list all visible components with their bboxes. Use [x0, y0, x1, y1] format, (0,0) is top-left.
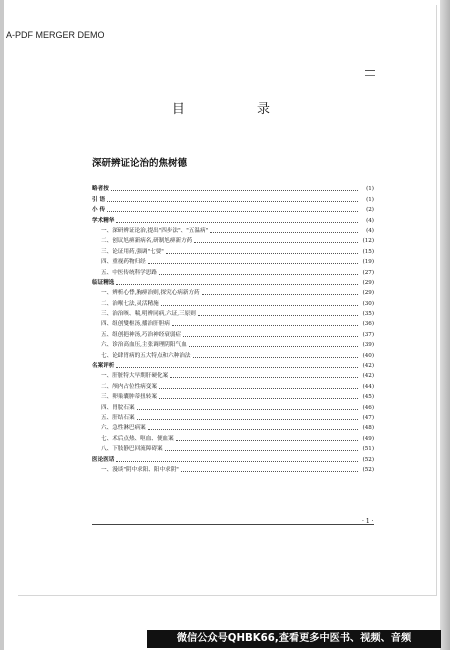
toc-entry-page: (2)	[366, 207, 374, 214]
toc-entry-page: (45)	[362, 394, 374, 401]
toc-leader-dots	[148, 263, 358, 264]
watermark-label: A-PDF MERGER DEMO	[6, 30, 105, 40]
toc-entry-title: 一、深研辨证论治,提出"四步法"、"五温病"	[101, 227, 209, 234]
toc-leader-dots	[166, 253, 358, 254]
toc-leader-dots	[159, 398, 358, 399]
toc-entry-title: 三、卵巢囊肿蒂扭转案	[101, 394, 157, 401]
toc-entry[interactable]	[92, 225, 374, 235]
toc-entry[interactable]	[92, 412, 374, 422]
toc-leader-dots	[107, 201, 358, 202]
toc-leader-dots	[107, 211, 358, 212]
toc-entry-title: 五、中医传统科学思路	[101, 269, 157, 276]
toc-entry-page: (40)	[362, 352, 374, 359]
toc-entry-page: (42)	[362, 373, 374, 380]
toc-entry-title: 一、肝脏特大早期肝硬化案	[101, 373, 169, 380]
page-number: · 1 ·	[362, 518, 374, 525]
toc-entry[interactable]	[92, 328, 374, 338]
toc-entry-title: 二、创议尪痹新病名,研制尪痹新方药	[101, 238, 193, 245]
toc-entry-title: 七、术后点热、呕血、便血案	[101, 435, 174, 442]
toc-leader-dots	[116, 367, 358, 368]
toc-entry-title: 三、治治咳、喘,明辨同病,六证,三原则	[101, 311, 196, 318]
toc-entry-page: (52)	[362, 466, 374, 473]
toc-entry[interactable]	[92, 235, 374, 245]
toc-divider	[92, 516, 374, 525]
toc-entry-title: 二、颅内占位性病变案	[101, 383, 157, 390]
toc-entry-page: (37)	[362, 331, 374, 338]
toc-entry[interactable]	[92, 193, 374, 203]
toc-entry-title: 一、漫谈"阴中求阳、阳中求阴"	[101, 466, 179, 473]
toc-leader-dots	[116, 222, 358, 223]
toc-entry-title: 引 语	[92, 196, 106, 203]
toc-entry[interactable]	[92, 266, 374, 276]
toc-entry-title: 医论医话	[92, 456, 115, 463]
toc-leader-dots	[172, 325, 358, 326]
toc-entry[interactable]	[92, 464, 374, 474]
toc-entry-page: (29)	[362, 279, 374, 286]
toc-entry[interactable]	[92, 391, 374, 401]
toc-entry[interactable]	[92, 204, 374, 214]
section-title: 深研辨证论治的焦树德	[92, 158, 188, 169]
toc-entry[interactable]	[92, 432, 374, 442]
toc-entry-page: (42)	[362, 363, 374, 370]
toc-entry-page: (1)	[366, 196, 374, 203]
toc-entry-title: 名案评析	[92, 363, 115, 370]
toc-entry-page: (44)	[362, 383, 374, 390]
toc-entry[interactable]	[92, 360, 374, 370]
toc-entry-title: 略者按	[92, 186, 109, 193]
toc-leader-dots	[183, 336, 358, 337]
toc-entry[interactable]	[92, 297, 374, 307]
toc-leader-dots	[159, 388, 358, 389]
toc-leader-dots	[189, 346, 358, 347]
toc-entry-title: 学术精华	[92, 217, 115, 224]
toc-entry-page: (52)	[362, 456, 374, 463]
toc-leader-dots	[165, 450, 358, 451]
toc-entry-page: (47)	[362, 414, 374, 421]
toc-entry-page: (36)	[362, 321, 374, 328]
toc-entry-page: (12)	[362, 238, 374, 245]
toc-entry-title: 四、胃脘石案	[101, 404, 135, 411]
toc-entry-page: (19)	[362, 259, 374, 266]
toc-entry-title: 临证精选	[92, 279, 115, 286]
toc-entry-title: 六、急性淋巴病案	[101, 425, 146, 432]
toc-leader-dots	[116, 284, 358, 285]
toc-leader-dots	[210, 232, 358, 233]
toc-entry-page: (4)	[366, 227, 374, 234]
toc-entry[interactable]	[92, 183, 374, 193]
toc-entry[interactable]	[92, 453, 374, 463]
toc-entry-title: 五、肝结石案	[101, 414, 135, 421]
toc-entry[interactable]	[92, 349, 374, 359]
toc-entry-page: (29)	[362, 290, 374, 297]
toc-entry[interactable]	[92, 214, 374, 224]
toc-entry-page: (15)	[362, 248, 374, 255]
toc-entry[interactable]	[92, 245, 374, 255]
toc-entry-page: (27)	[362, 269, 374, 276]
toc-entry-title: 四、组创燮枢汤,播治肝胆病	[101, 321, 170, 328]
toc-entry[interactable]	[92, 277, 374, 287]
toc-entry[interactable]	[92, 318, 374, 328]
toc-entry[interactable]	[92, 287, 374, 297]
toc-entry[interactable]	[92, 339, 374, 349]
toc-entry-title: 小 传	[92, 207, 106, 214]
toc-entry-title: 四、重视药物归经	[101, 259, 146, 266]
toc-leader-dots	[181, 471, 358, 472]
toc-leader-dots	[193, 357, 358, 358]
toc-entry-page: (49)	[362, 435, 374, 442]
toc-entry-page: (35)	[362, 311, 374, 318]
toc-entry[interactable]	[92, 370, 374, 380]
toc-leader-dots	[137, 409, 358, 410]
toc-leader-dots	[202, 294, 358, 295]
toc-entry[interactable]	[92, 443, 374, 453]
toc-entry-page: (46)	[362, 404, 374, 411]
toc-entry-page: (4)	[366, 217, 374, 224]
toc-leader-dots	[159, 274, 358, 275]
toc-entry-title: 六、诊治高血压,主张调理阴阳气血	[101, 342, 187, 349]
toc-leader-dots	[116, 461, 358, 462]
toc-entry-page: (51)	[362, 446, 374, 453]
footer-banner: 微信公众号QHBK66,查看更多中医书、视频、音频	[147, 630, 441, 648]
toc-leader-dots	[170, 377, 358, 378]
toc-heading: 目 录	[171, 102, 305, 117]
toc-entry-page: (39)	[362, 342, 374, 349]
toc-leader-dots	[194, 242, 358, 243]
toc-entry-title: 三、论证用药,强调"七要"	[101, 248, 164, 255]
toc-leader-dots	[137, 419, 358, 420]
toc-leader-dots	[111, 190, 358, 191]
toc-entry-page: (1)	[366, 186, 374, 193]
toc-leader-dots	[198, 315, 358, 316]
toc-leader-dots	[176, 440, 358, 441]
toc-entry[interactable]	[92, 401, 374, 411]
table-of-contents	[92, 183, 374, 474]
toc-entry-title: 八、下肢静巴回流障碍案	[101, 446, 163, 453]
toc-entry-title: 一、辨析心悸,胸痹治则,探究心病新方药	[101, 290, 200, 297]
toc-leader-dots	[161, 305, 358, 306]
toc-entry-page: (48)	[362, 425, 374, 432]
toc-entry[interactable]	[92, 308, 374, 318]
toc-entry[interactable]	[92, 380, 374, 390]
toc-entry-page: (30)	[362, 300, 374, 307]
toc-leader-dots	[148, 429, 358, 430]
toc-entry[interactable]	[92, 256, 374, 266]
toc-entry[interactable]	[92, 422, 374, 432]
toc-entry-title: 五、组创挹神汤,巧治神经衰弱症	[101, 331, 182, 338]
toc-entry-title: 二、治喉七法,灵活精施	[101, 300, 159, 307]
scan-mark	[365, 70, 375, 76]
toc-entry-title: 七、论肆胃病的五大特点和六种治法	[101, 352, 191, 359]
